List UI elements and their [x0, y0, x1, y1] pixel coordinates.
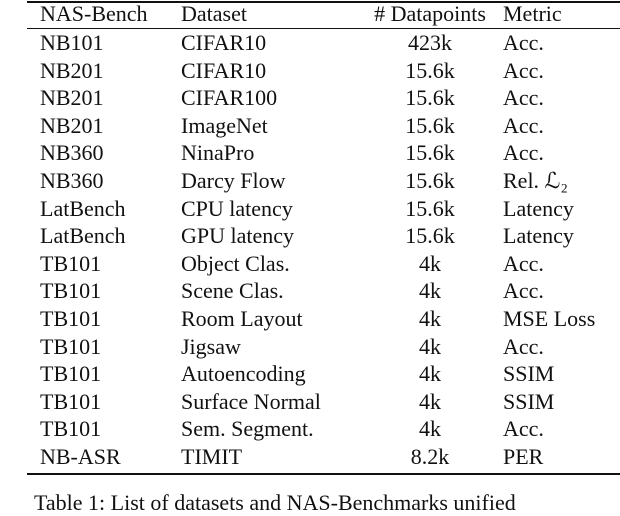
table-row: [0, 112, 620, 139]
cell-datapoints: 15.6k: [405, 140, 455, 166]
cell-nas-bench: NB360: [40, 168, 104, 193]
cell-nas-bench: TB101: [40, 250, 102, 276]
cell-datapoints: 4k: [419, 250, 441, 276]
table-row: [0, 84, 620, 111]
cell-dataset: Sem. Segment.: [181, 416, 314, 442]
cell-metric: SSIM: [503, 361, 555, 387]
cell-metric: Acc.: [503, 416, 544, 442]
cell-metric: Latency: [503, 195, 574, 221]
table-row: [0, 139, 620, 166]
cell-dataset: Jigsaw: [181, 333, 241, 359]
table-row: [0, 222, 620, 249]
cell-dataset: Room Layout: [181, 306, 303, 331]
header-row: [0, 0, 620, 27]
header-dataset: Dataset: [181, 1, 247, 26]
table-row: [0, 277, 620, 304]
header-nas-bench: NAS-Bench: [40, 1, 148, 26]
cell-metric: Acc.: [503, 140, 544, 166]
table-row: [0, 167, 620, 194]
cell-datapoints: 4k: [419, 306, 441, 331]
table-row: [0, 305, 620, 332]
cell-datapoints: 15.6k: [405, 168, 455, 193]
cell-dataset: CIFAR100: [181, 85, 278, 111]
table-row: [0, 415, 620, 442]
cell-datapoints: 15.6k: [405, 195, 455, 221]
cell-metric: PER: [503, 444, 544, 469]
cell-nas-bench: TB101: [40, 278, 102, 304]
cell-dataset: TIMIT: [181, 444, 243, 469]
cell-dataset: CPU latency: [181, 195, 293, 221]
cell-dataset: Scene Clas.: [181, 278, 284, 304]
table-row: [0, 333, 620, 360]
table-caption: Table 1: List of datasets and NAS-Benchmarks unified: [34, 490, 516, 515]
header-datapoints: # Datapoints: [374, 1, 486, 26]
cell-datapoints: 423k: [408, 30, 452, 55]
cell-datapoints: 4k: [419, 361, 441, 387]
cell-metric: Acc.: [503, 85, 544, 111]
cell-nas-bench: TB101: [40, 361, 102, 387]
table-row: [0, 250, 620, 277]
cell-metric: Acc.: [503, 112, 544, 138]
cell-datapoints: 4k: [419, 333, 441, 359]
cell-datapoints: 15.6k: [405, 223, 455, 249]
cell-metric: MSE Loss: [503, 306, 596, 331]
table-row: [0, 195, 620, 222]
table-row: [0, 443, 620, 470]
cell-datapoints: 4k: [419, 388, 441, 414]
cell-dataset: Darcy Flow: [181, 168, 286, 193]
bottom-rule: [27, 473, 620, 475]
cell-metric: Acc.: [503, 250, 544, 276]
cell-dataset: GPU latency: [181, 223, 295, 249]
cell-nas-bench: LatBench: [40, 223, 126, 249]
cell-nas-bench: NB360: [40, 140, 104, 166]
cell-dataset: CIFAR10: [181, 57, 267, 83]
cell-metric: Acc.: [503, 30, 544, 55]
cell-dataset: Object Clas.: [181, 250, 290, 276]
cell-nas-bench: TB101: [40, 333, 102, 359]
cell-datapoints: 4k: [419, 278, 441, 304]
cell-dataset: NinaPro: [181, 140, 255, 166]
cell-datapoints: 4k: [419, 416, 441, 442]
cell-nas-bench: TB101: [40, 306, 102, 331]
cell-nas-bench: NB201: [40, 85, 104, 111]
table-row: [0, 388, 620, 415]
cell-datapoints: 8.2k: [410, 444, 450, 469]
cell-nas-bench: LatBench: [40, 195, 126, 221]
cell-metric: Acc.: [503, 57, 544, 83]
cell-metric: Acc.: [503, 278, 544, 304]
cell-datapoints: 15.6k: [405, 85, 455, 111]
cell-nas-bench: NB201: [40, 57, 104, 83]
header-metric: Metric: [503, 1, 562, 26]
cell-dataset: ImageNet: [181, 112, 268, 138]
cell-metric: Latency: [503, 223, 574, 249]
cell-datapoints: 15.6k: [405, 112, 455, 138]
cell-nas-bench: NB101: [40, 30, 104, 55]
cell-metric: Rel. ℒ₂: [503, 168, 569, 193]
cell-dataset: Autoencoding: [181, 361, 306, 387]
cell-nas-bench: NB-ASR: [40, 444, 121, 469]
table-row: [0, 29, 620, 56]
cell-nas-bench: TB101: [40, 388, 102, 414]
cell-dataset: Surface Normal: [181, 388, 321, 414]
cell-nas-bench: NB201: [40, 112, 104, 138]
table-row: [0, 360, 620, 387]
table-row: [0, 57, 620, 84]
cell-metric: SSIM: [503, 388, 555, 414]
cell-datapoints: 15.6k: [405, 57, 455, 83]
cell-nas-bench: TB101: [40, 416, 102, 442]
cell-metric: Acc.: [503, 333, 544, 359]
cell-dataset: CIFAR10: [181, 30, 267, 55]
